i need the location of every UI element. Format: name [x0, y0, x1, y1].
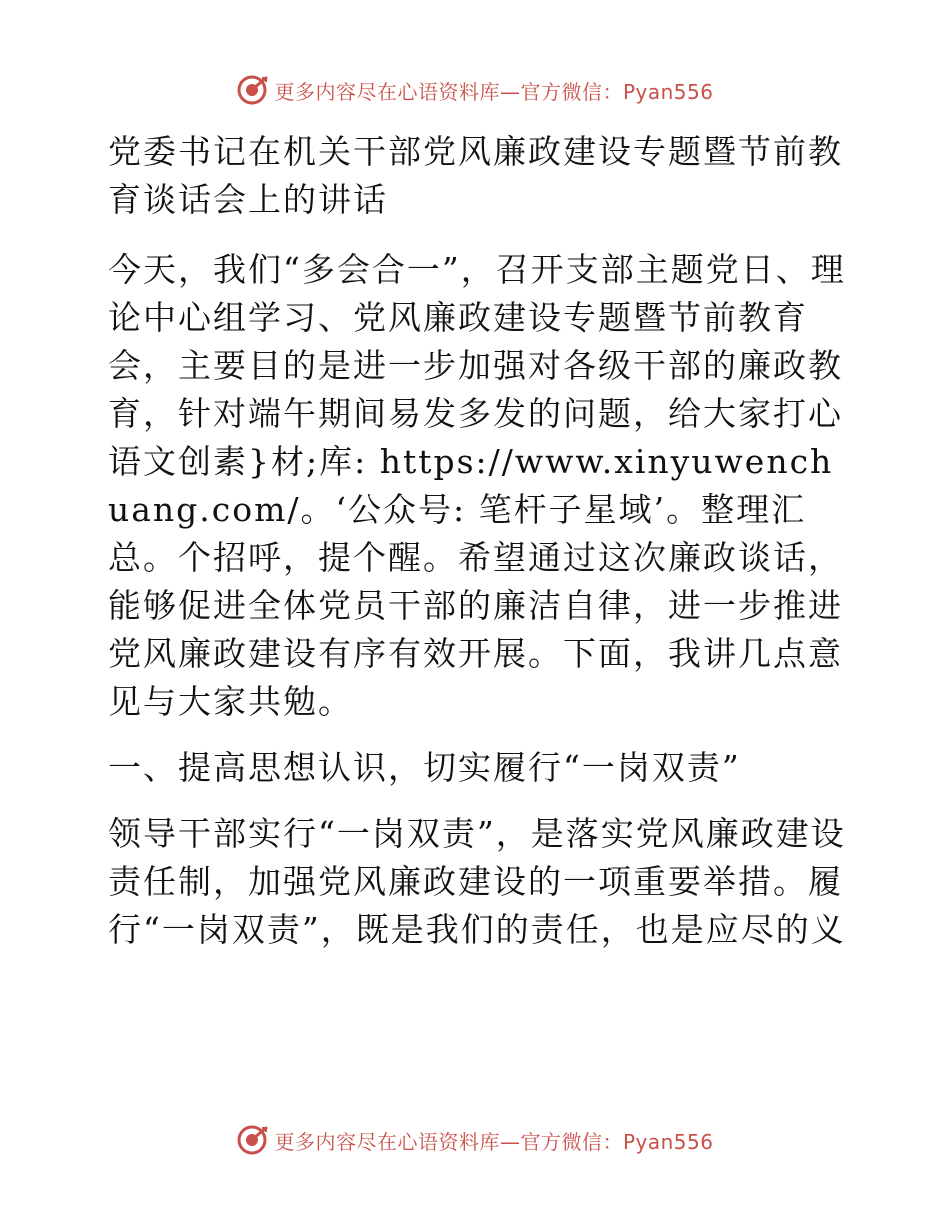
section-heading: 一、提高思想认识，切实履行“一岗双责” — [108, 748, 741, 787]
footer-banner-text: 更多内容尽在心语资料库—官方微信：Pyan556 — [274, 1129, 714, 1154]
paragraph: 今天，我们“多会合一”，召开支部主题党日、理论中心组学习、党风廉政建设专题暨节前教育会，主要目的是进一步加强对各级干部的廉政教育，针对端午期间易发多发的问题，给大家打心语文创素}材;库: https://www.xinyuwenchuang.com/。‘公众号: 笔杆子星域’。整理汇总。个招呼，提个醒。希望通过这次廉政谈话，能够促进全体党员干部的廉洁自律，进一步推进党风廉政建设有序有效开展。下面，我讲几点意见与大家共勉。 — [108, 250, 846, 721]
logo-icon — [236, 1124, 268, 1156]
document-body — [98, 128, 850, 972]
logo-icon — [236, 74, 268, 106]
header-banner — [0, 70, 950, 110]
document-title: 党委书记在机关干部党风廉政建设专题暨节前教育谈话会上的讲话 — [108, 132, 843, 219]
paragraph: 领导干部实行“一岗双责”，是落实党风廉政建设责任制，加强党风廉政建设的一项重要举措。履行“一岗双责”，既是我们的责任，也是应尽的义 — [108, 814, 846, 949]
footer-banner — [0, 1120, 950, 1160]
header-banner-text: 更多内容尽在心语资料库—官方微信：Pyan556 — [274, 79, 714, 104]
